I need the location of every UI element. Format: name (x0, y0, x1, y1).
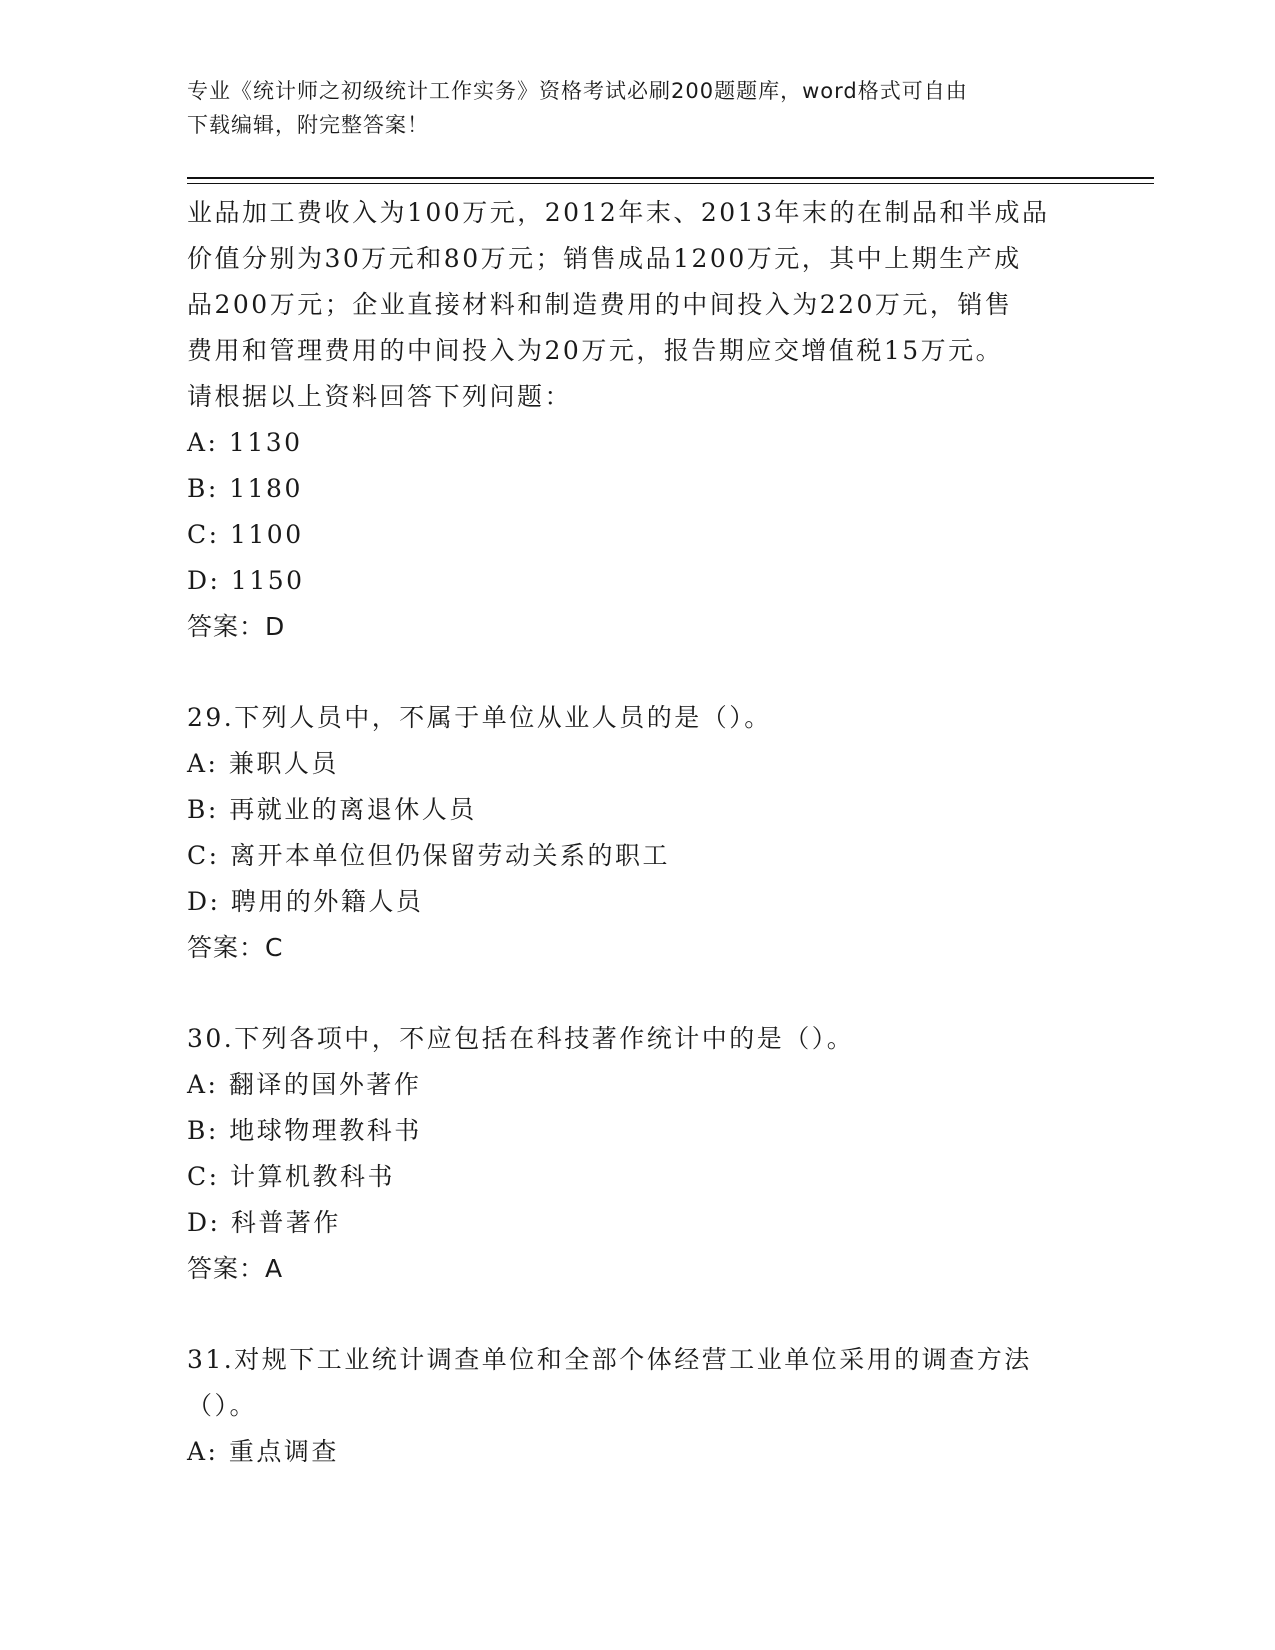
question-text-line: 30.下列各项中，不应包括在科技著作统计中的是（）。 (187, 1024, 855, 1053)
question-29 (187, 695, 1077, 971)
option-c: C: 1100 (187, 520, 304, 549)
document-header (187, 74, 1067, 142)
question-text-line: 29.下列人员中，不属于单位从业人员的是（）。 (187, 703, 772, 732)
answer: 答案：A (187, 1254, 284, 1283)
question-30 (187, 1016, 1077, 1292)
question-text-line: 品200万元；企业直接材料和制造费用的中间投入为220万元，销售 (187, 290, 1013, 319)
question-28 (187, 190, 1077, 650)
header-line-2: 下载编辑，附完整答案！ (187, 113, 429, 137)
option-d: D: 聘用的外籍人员 (187, 887, 424, 916)
option-c: C: 离开本单位但仍保留劳动关系的职工 (187, 841, 670, 870)
option-b: B: 地球物理教科书 (187, 1116, 422, 1145)
header-line-1: 专业《统计师之初级统计工作实务》资格考试必刷200题题库，word格式可自由 (187, 79, 968, 103)
question-text-line: （）。 (187, 1391, 258, 1420)
question-text-line: 价值分别为30万元和80万元；销售成品1200万元，其中上期生产成 (187, 244, 1022, 273)
question-text-line: 费用和管理费用的中间投入为20万元，报告期应交增值税15万元。 (187, 336, 1004, 365)
option-c: C: 计算机教科书 (187, 1162, 395, 1191)
answer: 答案：D (187, 612, 286, 641)
option-a: A: 兼职人员 (187, 749, 339, 778)
question-content (187, 190, 1077, 1475)
answer: 答案：C (187, 933, 284, 962)
option-d: D: 科普著作 (187, 1208, 341, 1237)
question-text-line: 业品加工费收入为100万元，2012年末、2013年末的在制品和半成品 (187, 198, 1050, 227)
question-text-line: 请根据以上资料回答下列问题： (187, 382, 573, 411)
option-d: D: 1150 (187, 566, 305, 595)
header-divider-thick (187, 177, 1154, 179)
option-a: A: 1130 (187, 428, 303, 457)
question-text-line: 31.对规下工业统计调查单位和全部个体经营工业单位采用的调查方法 (187, 1345, 1032, 1374)
header-divider-thin (187, 183, 1154, 184)
option-b: B: 再就业的离退休人员 (187, 795, 477, 824)
question-31 (187, 1337, 1077, 1475)
option-a: A: 翻译的国外著作 (187, 1070, 422, 1099)
option-a: A: 重点调查 (187, 1437, 339, 1466)
option-b: B: 1180 (187, 474, 303, 503)
